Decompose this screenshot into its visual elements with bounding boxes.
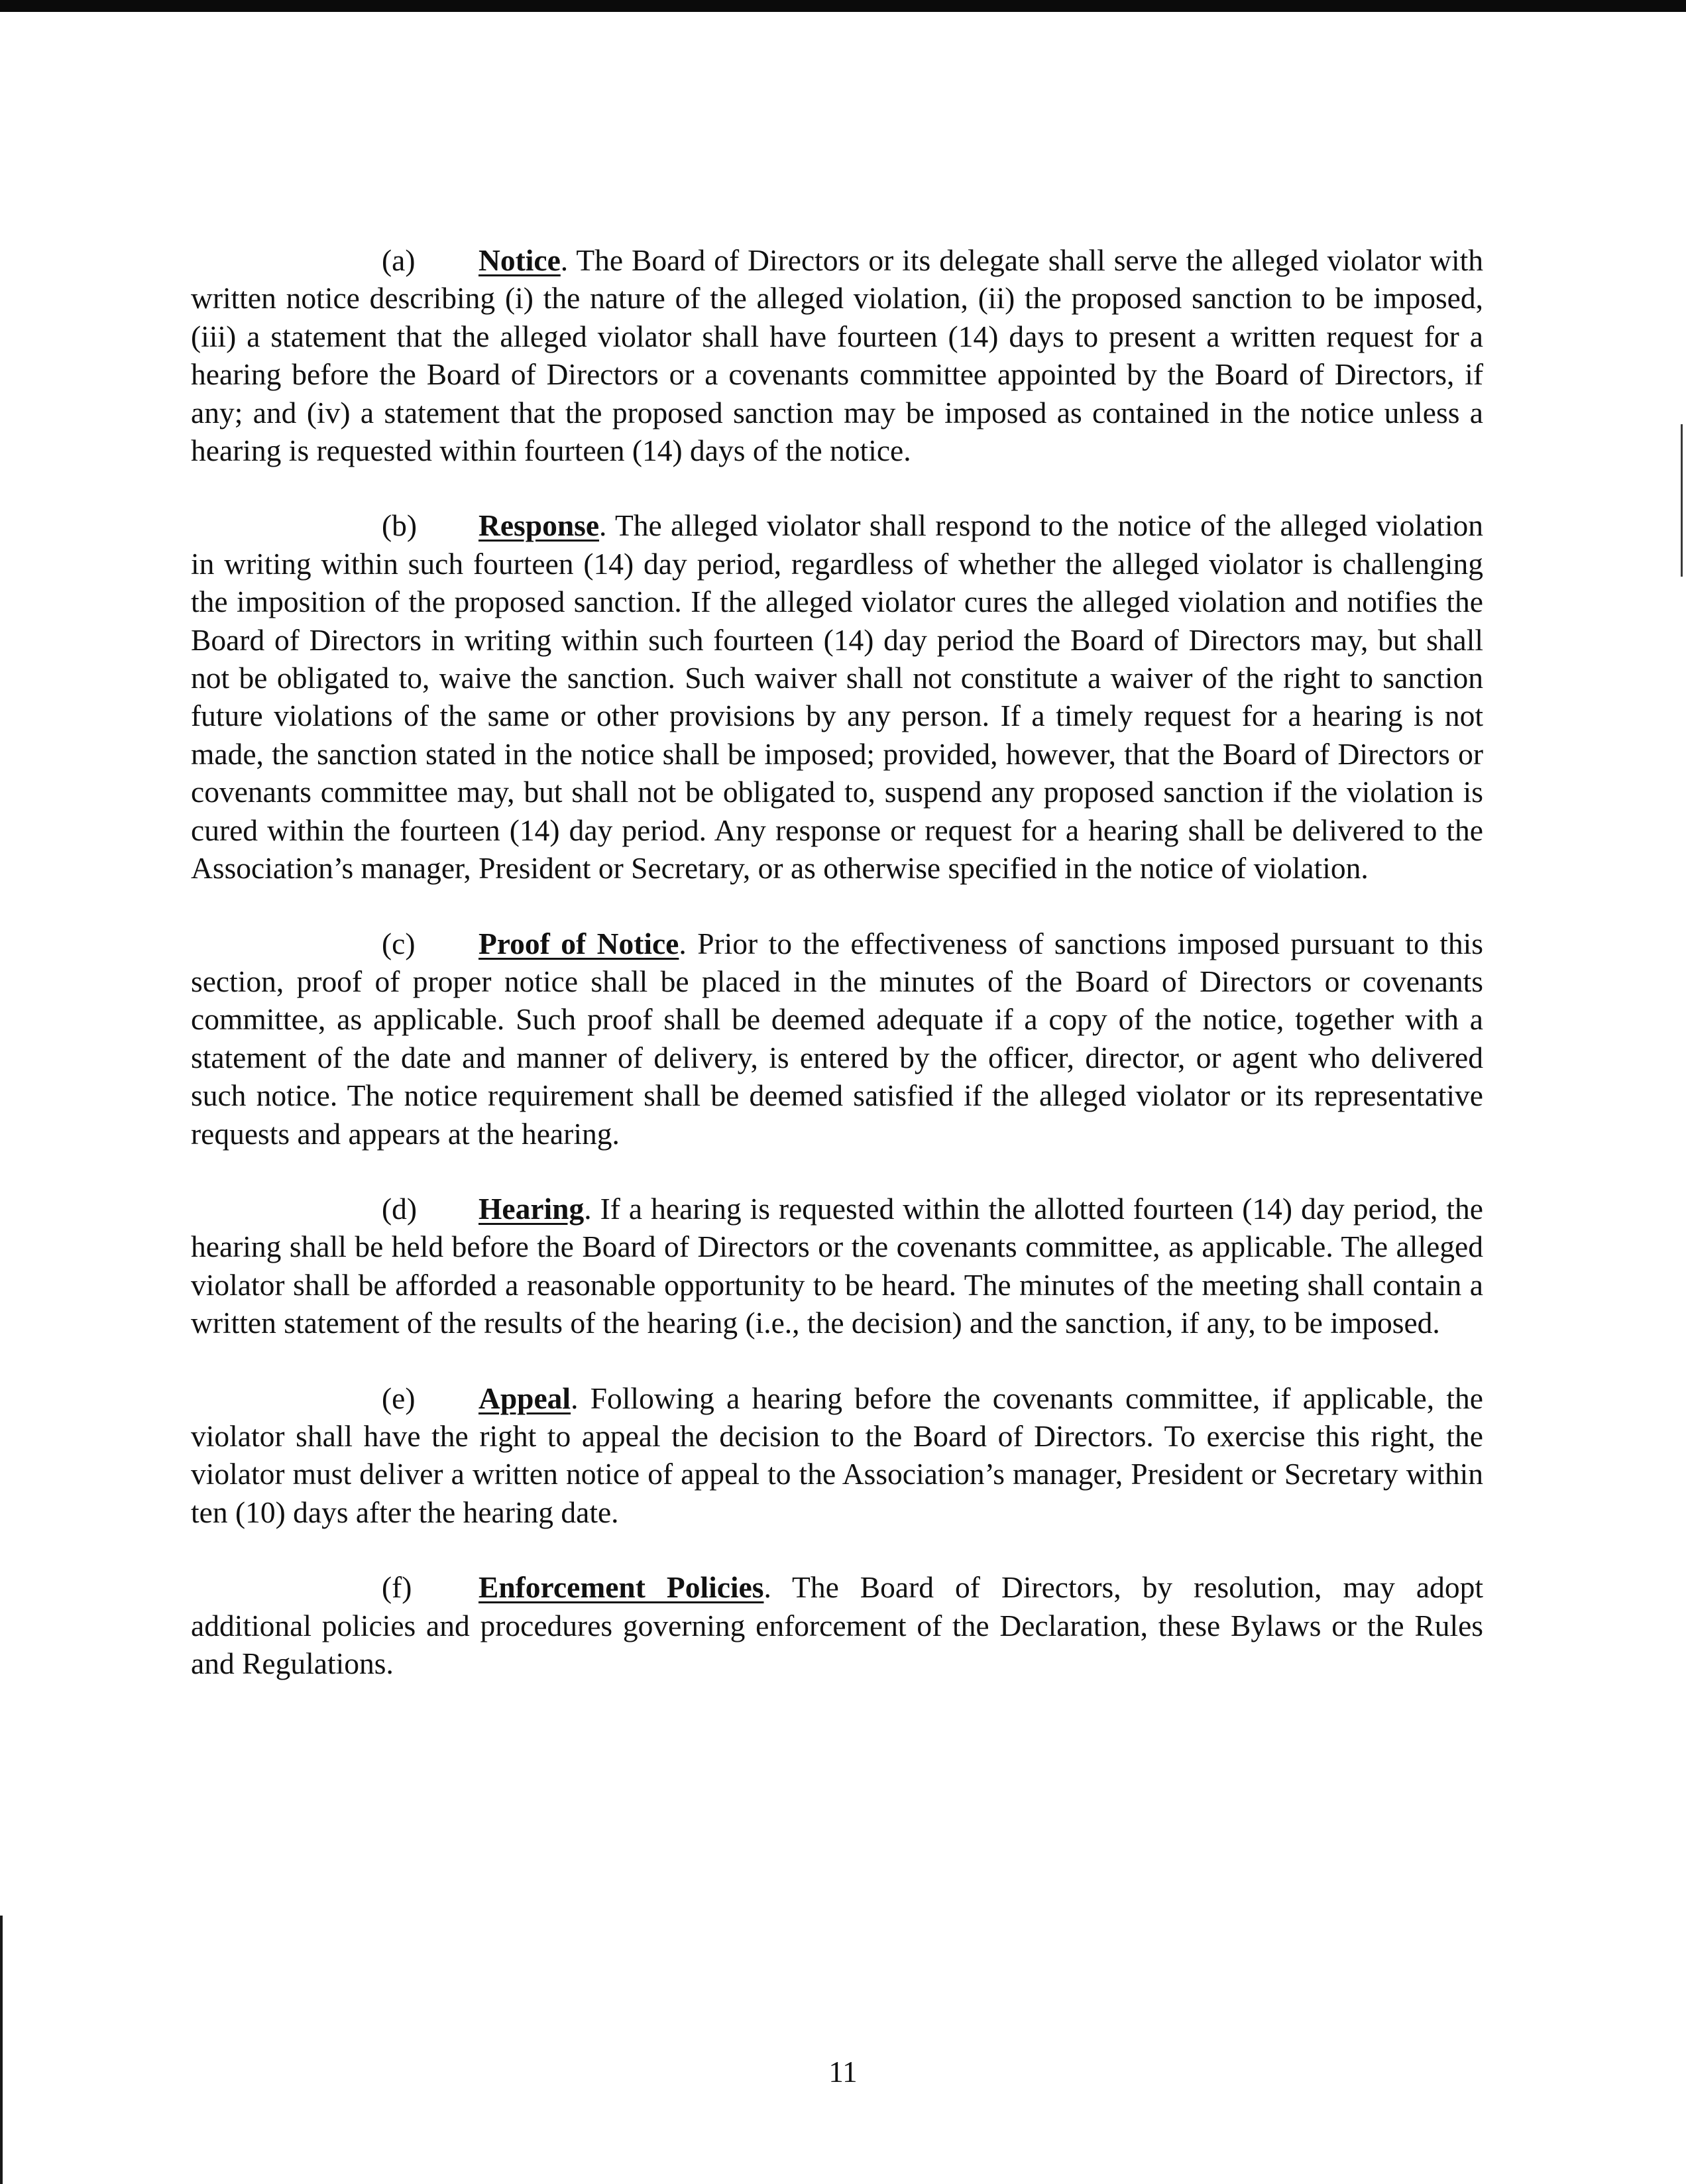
clause-text: . The alleged violator shall respond to the notice of the alleged violation in writing within such fourteen (14) day period, regardless of whether the alleged violator is challenging the imposition of the proposed sanction. If the alleged violator cures the alleged violation and notifies the Board of Directors in writing within such fourteen (14) day period the Board of Directors may, but shall not be obligated to, waive the sanction. Such waiver shall not constitute a waiver of the right to sanction future violations of the same or other provisions by any person. If a timely request for a hearing is not made, the sanction stated in the notice shall be imposed; provided, however, that the Board of Directors or covenants committee may, but shall not be obligated to, suspend any proposed sanction if the violation is cured within the fourteen (14) day period. Any response or request for a hearing shall be delivered to the Association’s manager, President or Secretary, or as otherwise specified in the notice of violation. — [191, 508, 1483, 886]
clause-c-proof-of-notice — [191, 925, 1483, 1153]
clause-label: (e) — [382, 1381, 416, 1415]
clause-heading: Proof of Notice — [478, 926, 679, 960]
clause-text: . Prior to the effectiveness of sanctions imposed pursuant to this section, proof of proper notice shall be placed in the minutes of the Board of Directors or covenants committee, as applicable. Such proof shall be deemed adequate if a copy of the notice, together with a statement of the date and manner of delivery, is entered by the officer, director, or agent who delivered such notice. The notice requirement shall be deemed satisfied if the alleged violator or its representative requests and appears at the hearing. — [191, 926, 1483, 1151]
scan-top-border — [0, 0, 1686, 12]
clause-label: (b) — [382, 508, 418, 543]
clause-text: . Following a hearing before the covenants committee, if applicable, the violator shall have the right to appeal the decision to the Board of Directors. To exercise this right, the violator must deliver a written notice of appeal to the Association’s manager, President or Secretary within ten (10) days after the hearing date. — [191, 1381, 1483, 1529]
document-body — [191, 241, 1483, 1719]
clause-heading: Appeal — [478, 1381, 571, 1415]
clause-heading: Enforcement Policies — [478, 1570, 764, 1605]
scan-left-edge-mark — [0, 1916, 3, 2184]
clause-b-response — [191, 506, 1483, 887]
clause-label: (c) — [382, 926, 416, 960]
clause-label: (f) — [382, 1570, 412, 1605]
clause-f-enforcement-policies — [191, 1568, 1483, 1682]
clause-label: (a) — [382, 243, 416, 277]
clause-heading: Notice — [478, 243, 561, 277]
clause-text: . The Board of Directors, by resolution, may adopt additional policies and procedures governing enforcement of the Declaration, these Bylaws or the Rules and Regulations. — [191, 1570, 1483, 1680]
clause-e-appeal — [191, 1379, 1483, 1532]
clause-heading: Response — [478, 508, 600, 543]
clause-a-notice — [191, 241, 1483, 469]
clause-label: (d) — [382, 1191, 418, 1226]
clause-d-hearing — [191, 1190, 1483, 1342]
page-number: 11 — [828, 2055, 858, 2089]
scan-right-edge-mark — [1681, 424, 1683, 577]
clause-text: . If a hearing is requested within the allotted fourteen (14) day period, the hearing shall be held before the Board of Directors or the covenants committee, as applicable. The alleged violator shall be afforded a reasonable opportunity to be heard. The minutes of the meeting shall contain a written statement of the results of the hearing (i.e., the decision) and the sanction, if any, to be imposed. — [191, 1191, 1483, 1340]
clause-text: . The Board of Directors or its delegate shall serve the alleged violator with written notice describing (i) the nature of the alleged violation, (ii) the proposed sanction to be imposed, (iii) a statement that the alleged violator shall have fourteen (14) days to present a written request for a hearing before the Board of Directors or a covenants committee appointed by the Board of Directors, if any; and (iv) a statement that the proposed sanction may be imposed as contained in the notice unless a hearing is requested within fourteen (14) days of the notice. — [191, 243, 1483, 468]
clause-heading: Hearing — [478, 1191, 585, 1226]
